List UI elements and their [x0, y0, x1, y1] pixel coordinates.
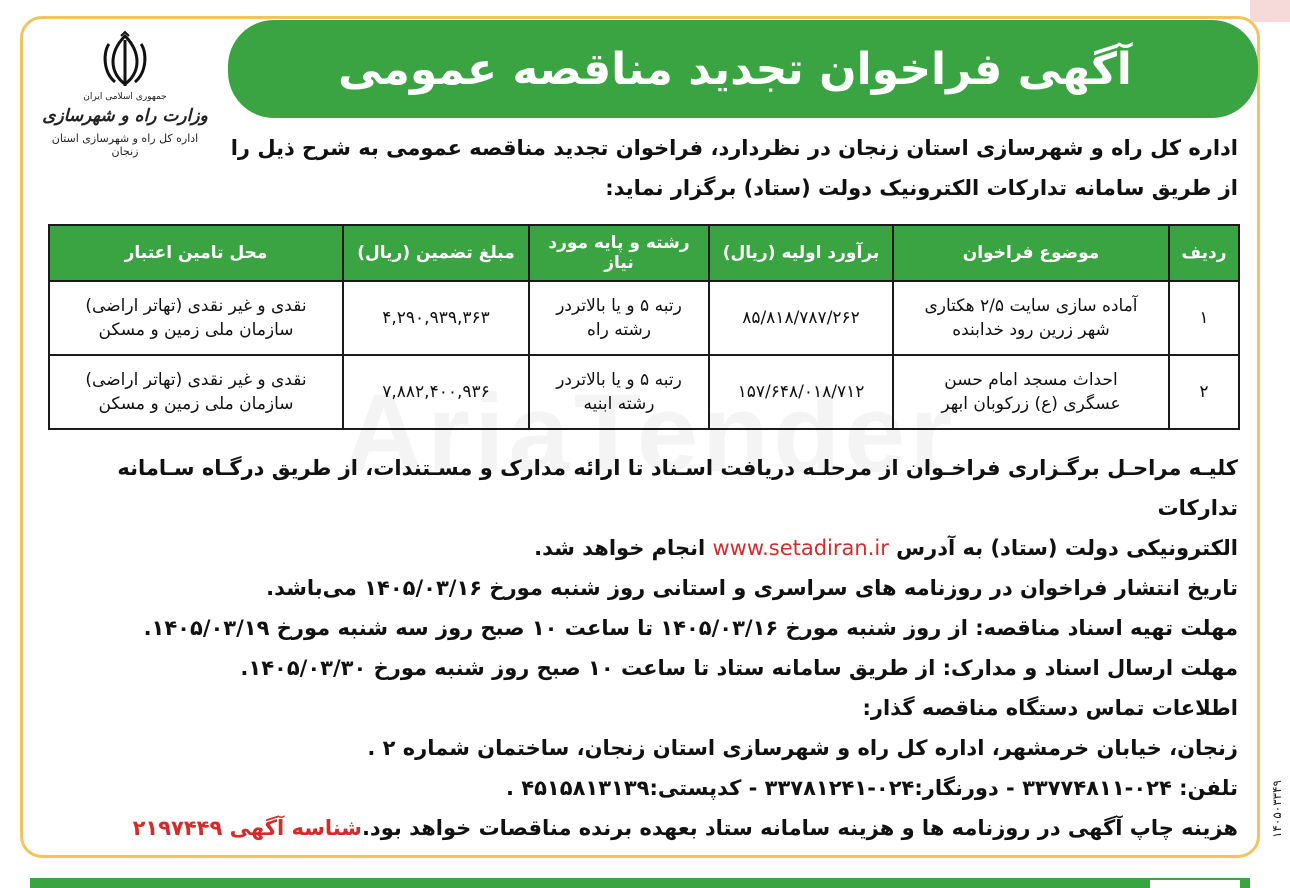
header-guarantee: مبلغ تضمین (ریال) — [343, 225, 529, 281]
row-guarantee: ۴,۲۹۰,۹۳۹,۳۶۳ — [343, 281, 529, 355]
row-estimate: ۱۵۷/۶۴۸/۰۱۸/۷۱۲ — [709, 355, 893, 429]
table-header-row — [49, 225, 1239, 281]
row-grade-line-2: رشته ابنیه — [583, 394, 655, 414]
footer-box — [1150, 880, 1240, 888]
row-grade — [529, 281, 709, 355]
logo-country-text: جمهوری اسلامی ایران — [83, 92, 167, 102]
row-guarantee: ۷,۸۸۲,۴۰۰,۹۳۶ — [343, 355, 529, 429]
footer-bar — [30, 878, 1250, 888]
body-line-9-text: هزینه چاپ آگهی در روزنامه ها و هزینه سامانه ستاد بعهده برنده مناقصات خواهد بود. — [361, 816, 1238, 840]
row-number: ۲ — [1169, 355, 1239, 429]
row-funding-line-1: نقدی و غیر نقدی (تهاتر اراضی) — [85, 296, 307, 316]
row-grade-line-1: رتبه ۵ و یا بالاتردر — [556, 370, 682, 390]
row-subject — [893, 281, 1169, 355]
header-estimate: برآورد اولیه (ریال) — [709, 225, 893, 281]
row-subject-line-1: احداث مسجد امام حسن — [944, 370, 1118, 390]
intro-line-1: اداره کل راه و شهرسازی استان زنجان در نظردارد، فراخوان تجدید مناقصه عمومی به شرح ذیل را — [230, 136, 1238, 160]
row-estimate: ۸۵/۸۱۸/۷۸۷/۲۶۲ — [709, 281, 893, 355]
logo-office-text: اداره کل راه و شهرسازی استان زنجان — [51, 132, 199, 158]
row-funding-line-2: سازمان ملی زمین و مسکن — [98, 394, 294, 414]
body-line-2-pre: الکترونیکی دولت (ستاد) به آدرس — [896, 536, 1238, 560]
header-row-number: ردیف — [1169, 225, 1239, 281]
row-subject-line-2: عسگری (ع) زرکوبان ابهر — [941, 394, 1121, 414]
row-funding — [49, 281, 343, 355]
row-number: ۱ — [1169, 281, 1239, 355]
intro-paragraph — [218, 128, 1238, 208]
body-line-2 — [38, 528, 1238, 568]
notice-id: شناسه آگهی ۲۱۹۷۴۴۹ — [132, 816, 362, 840]
row-subject-line-1: آماده سازی سایت ۲/۵ هکتاری — [924, 296, 1138, 316]
intro-line-2: از طریق سامانه تدارکات الکترونیک دولت (ستاد) برگزار نماید: — [605, 176, 1238, 200]
setad-link[interactable]: www.setadiran.ir — [712, 536, 889, 560]
body-line-9 — [38, 808, 1238, 848]
body-line-3: تاریخ انتشار فراخوان در روزنامه های سراسری و استانی روز شنبه مورخ ۱۴۰۵/۰۳/۱۶ می‌باشد. — [266, 576, 1238, 600]
body-line-8: تلفن: ۰۲۴-۳۳۷۷۴۸۱۱ - دورنگار:۰۲۴-۳۳۷۸۱۲۴۱ - کدپستی:۴۵۱۵۸۱۳۱۳۹ . — [506, 776, 1238, 800]
table-row — [49, 281, 1239, 355]
body-line-6: اطلاعات تماس دستگاه مناقصه گذار: — [862, 696, 1238, 720]
corner-stripe — [1250, 0, 1290, 22]
row-subject-line-2: شهر زرین رود خدابنده — [952, 320, 1110, 340]
row-funding-line-2: سازمان ملی زمین و مسکن — [98, 320, 294, 340]
row-funding — [49, 355, 343, 429]
notice-body — [38, 448, 1238, 848]
header-subject: موضوع فراخوان — [893, 225, 1169, 281]
row-grade-line-2: رشته راه — [587, 320, 651, 340]
ministry-logo — [40, 30, 210, 170]
body-line-5: مهلت ارسال اسناد و مدارک: از طریق سامانه ستاد تا ساعت ۱۰ صبح روز شنبه مورخ ۱۴۰۵/۰۳/۳۰. — [240, 656, 1238, 680]
header-grade: رشته و پایه مورد نیاز — [529, 225, 709, 281]
body-line-4: مهلت تهیه اسناد مناقصه: از روز شنبه مورخ ۱۴۰۵/۰۳/۱۶ تا ساعت ۱۰ صبح روز سه شنبه مورخ ۱۴۰۵/۰۳/۱۹. — [143, 616, 1238, 640]
logo-ministry-text: وزارت راه و شهرسازی — [42, 106, 208, 126]
row-funding-line-1: نقدی و غیر نقدی (تهاتر اراضی) — [85, 370, 307, 390]
body-line-7: زنجان، خیابان خرمشهر، اداره کل راه و شهرسازی استان زنجان، ساختمان شماره ۲ . — [367, 736, 1238, 760]
body-line-2-post: انجام خواهد شد. — [534, 536, 706, 560]
body-line-1: کلیـه مراحـل برگـزاری فراخـوان از مرحلـه دریافت اسـناد تا ارائه مدارک و مسـتندات، از طریق درگـاه سـامانه تدارکات — [117, 456, 1238, 520]
emblem-icon — [95, 30, 155, 90]
side-code: ۱۴۰۵۰۳۳۴۹ — [1270, 780, 1284, 839]
row-grade-line-1: رتبه ۵ و یا بالاتردر — [556, 296, 682, 316]
header-funding: محل تامین اعتبار — [49, 225, 343, 281]
page-title: آگهی فراخوان تجدید مناقصه عمومی — [338, 44, 1132, 95]
